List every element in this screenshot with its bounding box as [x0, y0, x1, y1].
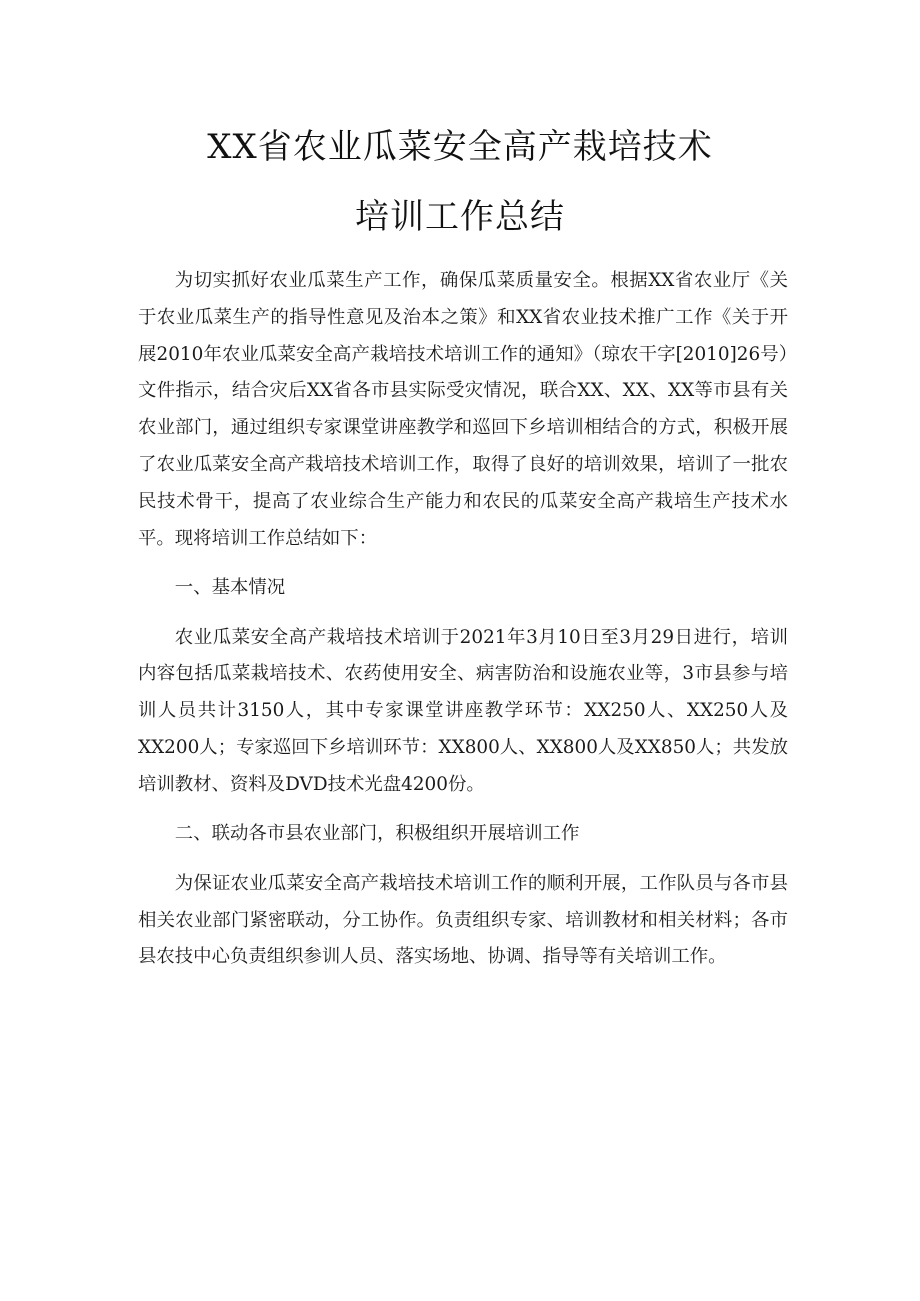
- intro-paragraph: 为切实抓好农业瓜菜生产工作，确保瓜菜质量安全。根据XX省农业厅《关于农业瓜菜生产的指导性意见及治本之策》和XX省农业技术推广工作《关于开展2010年农业瓜菜安全高产栽培技术培训工作的通知》（琼农干字[2010]26号）文件指示，结合灾后XX省各市县实际受灾情况，联合XX、XX、XX等市县有关农业部门，通过组织专家课堂讲座教学和巡回下乡培训相结合的方式，积极开展了农业瓜菜安全高产栽培技术培训工作，取得了良好的培训效果，培训了一批农民技术骨干，提高了农业综合生产能力和农民的瓜菜安全高产栽培生产技术水平。现将培训工作总结如下：: [138, 270, 788, 549]
- section-heading-coordination: 二、联动各市县农业部门，积极组织开展培训工作: [174, 823, 580, 845]
- document-body: [138, 263, 788, 989]
- basic-situation-paragraph: 农业瓜菜安全高产栽培技术培训于2021年3月10日至3月29日进行，培训内容包括瓜菜栽培技术、农药使用安全、病害防治和设施农业等，3市县参与培训人员共计3150人，其中专家课堂讲座教学环节：XX250人、XX250人及XX200人；专家巡回下乡培训环节：XX800人、XX800人及XX850人；共发放培训教材、资料及DVD技术光盘4200份。: [138, 626, 788, 795]
- section-heading-basic-situation: 一、基本情况: [174, 577, 286, 599]
- coordination-paragraph: 为保证农业瓜菜安全高产栽培技术培训工作的顺利开展，工作队员与各市县相关农业部门紧密联动，分工协作。负责组织专家、培训教材和相关材料；各市县农技中心负责组织参训人员、落实场地、协调、指导等有关培训工作。: [138, 872, 788, 968]
- document-subtitle: 培训工作总结: [355, 197, 565, 237]
- document-title: XX省农业瓜菜安全高产栽培技术: [207, 127, 713, 167]
